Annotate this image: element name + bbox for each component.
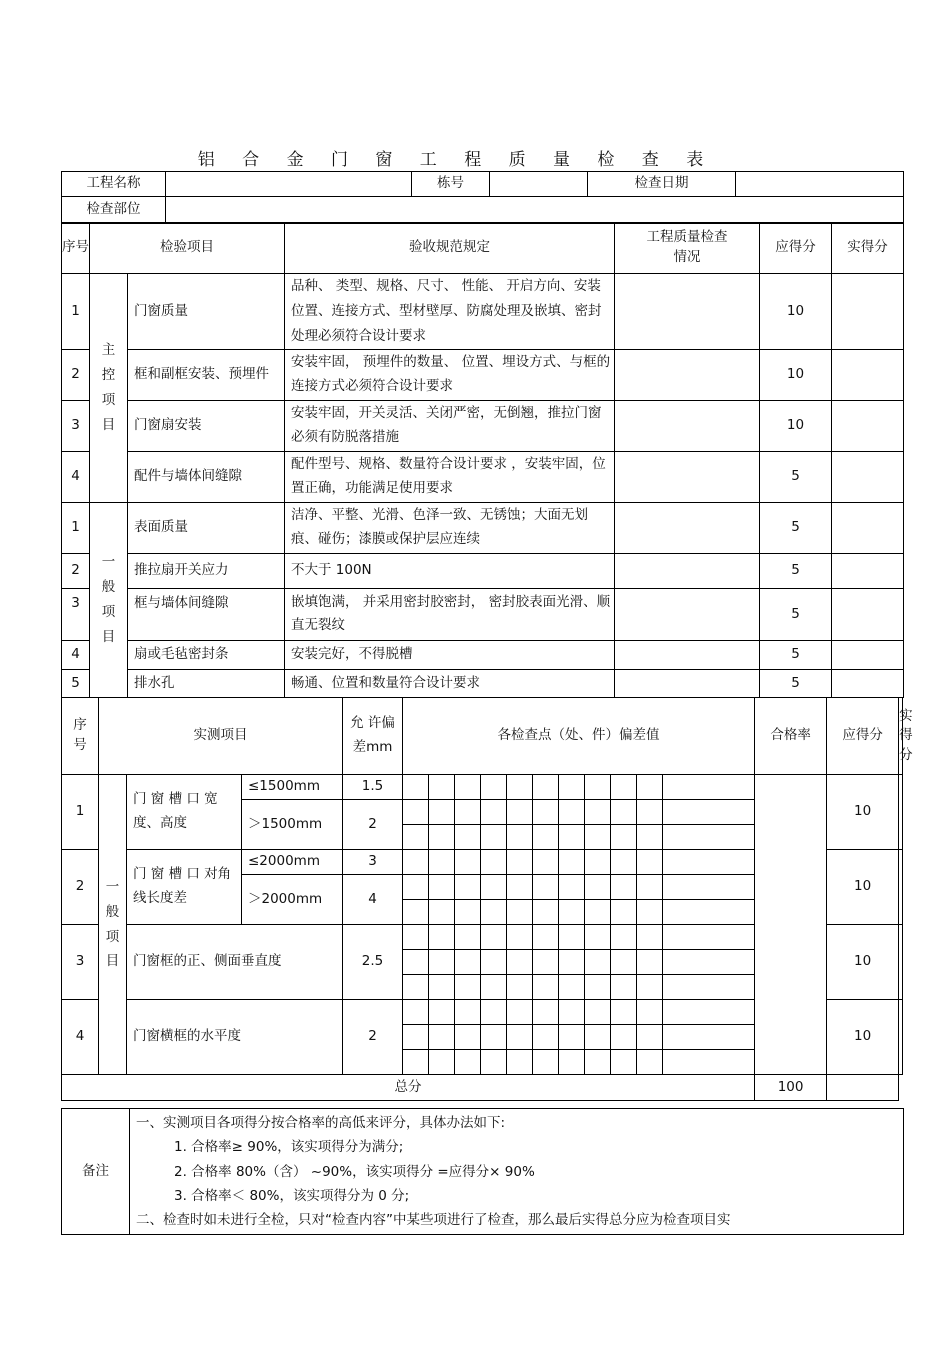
deviation-cell[interactable]	[559, 1025, 585, 1050]
check-date-label: 检查日期	[588, 172, 736, 197]
quality-cell[interactable]	[615, 451, 760, 502]
deviation-cell[interactable]	[637, 1000, 663, 1025]
deviation-cell[interactable]	[637, 1050, 663, 1075]
general-group-label	[90, 502, 128, 697]
inspection-items-table	[61, 222, 904, 698]
condition-label: ≤1500mm	[242, 775, 343, 800]
deviation-cell[interactable]	[585, 925, 611, 950]
quality-cell[interactable]	[615, 669, 760, 697]
item-name: 配件与墙体间缝隙	[128, 451, 285, 502]
spec-text: 畅通、位置和数量符合设计要求	[285, 669, 615, 697]
deviation-cell[interactable]	[507, 1000, 533, 1025]
deviation-cell[interactable]	[429, 875, 455, 900]
col-item-header: 检验项目	[90, 223, 285, 274]
actual-score-cell[interactable]	[899, 850, 903, 925]
deviation-cell[interactable]	[585, 775, 611, 800]
deviation-cell[interactable]	[507, 800, 533, 825]
actual-score-cell[interactable]	[832, 400, 904, 451]
deviation-cell[interactable]	[611, 1025, 637, 1050]
row-no: 1	[62, 274, 90, 350]
deviation-cell[interactable]	[507, 950, 533, 975]
tolerance-value: 4	[343, 875, 403, 925]
deviation-cell[interactable]	[559, 800, 585, 825]
measured-group-label	[99, 775, 127, 1075]
condition-label: ≤2000mm	[242, 850, 343, 875]
deviation-cell[interactable]	[611, 925, 637, 950]
item-name: 框和副框安装、预埋件	[128, 349, 285, 400]
total-label: 总分	[62, 1075, 755, 1101]
deviation-cell[interactable]	[637, 875, 663, 900]
deviation-cell[interactable]	[455, 925, 481, 950]
deviation-cell[interactable]	[663, 1025, 755, 1050]
deviation-cell[interactable]	[663, 1000, 755, 1025]
col-actual-header-2: 实得分	[899, 698, 903, 775]
main-group-label	[90, 274, 128, 503]
deviation-cell[interactable]	[559, 850, 585, 875]
deviation-cell[interactable]	[507, 975, 533, 1000]
due-score: 10	[760, 400, 832, 451]
deviation-cell[interactable]	[559, 900, 585, 925]
project-name-label: 工程名称	[62, 172, 166, 197]
total-row	[62, 1075, 903, 1101]
table-row	[62, 775, 903, 800]
row-no: 4	[62, 1000, 99, 1075]
deviation-cell[interactable]	[533, 1025, 559, 1050]
actual-score-cell[interactable]	[832, 451, 904, 502]
deviation-cell[interactable]	[533, 825, 559, 850]
deviation-cell[interactable]	[533, 900, 559, 925]
remarks-content	[130, 1109, 904, 1235]
deviation-cell[interactable]	[637, 925, 663, 950]
deviation-cell[interactable]	[481, 900, 507, 925]
condition-label: ＞2000mm	[242, 875, 343, 925]
deviation-cell[interactable]	[481, 975, 507, 1000]
actual-score-cell[interactable]	[832, 274, 904, 350]
header-table	[61, 171, 904, 224]
deviation-cell[interactable]	[455, 900, 481, 925]
spec-text: 品种、 类型、规格、尺寸、 性能、 开启方向、安装位置、连接方式、型材壁厚、防腐处理及嵌填、密封处理必须符合设计要求	[285, 274, 615, 350]
deviation-cell[interactable]	[585, 900, 611, 925]
item-name: 门窗框的正、侧面垂直度	[127, 925, 343, 1000]
deviation-cell[interactable]	[611, 825, 637, 850]
actual-score-cell[interactable]	[832, 502, 904, 553]
deviation-cell[interactable]	[481, 825, 507, 850]
deviation-cell[interactable]	[507, 1050, 533, 1075]
deviation-cell[interactable]	[429, 850, 455, 875]
building-no-field[interactable]	[490, 172, 588, 197]
deviation-cell[interactable]	[585, 975, 611, 1000]
deviation-cell[interactable]	[403, 875, 429, 900]
actual-score-cell[interactable]	[899, 925, 903, 1000]
item-name: 框与墙体间缝隙	[128, 588, 285, 640]
deviation-cell[interactable]	[507, 900, 533, 925]
deviation-cell[interactable]	[429, 950, 455, 975]
deviation-cell[interactable]	[455, 800, 481, 825]
deviation-cell[interactable]	[585, 825, 611, 850]
row-no: 4	[62, 640, 90, 669]
item-name: 推拉扇开关应力	[128, 553, 285, 588]
deviation-cell[interactable]	[559, 875, 585, 900]
col-due-header-2: 应得分	[827, 698, 899, 775]
table-row	[62, 588, 904, 640]
due-score: 5	[760, 553, 832, 588]
deviation-cell[interactable]	[663, 850, 755, 875]
deviation-cell[interactable]	[559, 925, 585, 950]
spec-text: 嵌填饱满， 并采用密封胶密封， 密封胶表面光滑、顺直无裂纹	[285, 588, 615, 640]
deviation-cell[interactable]	[429, 975, 455, 1000]
measured-group-text: 一般项目	[105, 878, 120, 970]
deviation-cell[interactable]	[455, 850, 481, 875]
deviation-cell[interactable]	[403, 775, 429, 800]
deviation-cell[interactable]	[533, 850, 559, 875]
deviation-cell[interactable]	[533, 1000, 559, 1025]
quality-cell[interactable]	[615, 502, 760, 553]
col-actual-header: 实得分	[832, 223, 904, 274]
deviation-cell[interactable]	[663, 800, 755, 825]
table-row	[62, 451, 904, 502]
deviation-cell[interactable]	[455, 1000, 481, 1025]
measured-items-table	[61, 697, 913, 1101]
table-row	[62, 669, 904, 697]
actual-score-cell[interactable]	[899, 1000, 903, 1075]
row-no: 3	[62, 400, 90, 451]
deviation-cell[interactable]	[533, 800, 559, 825]
check-part-field[interactable]	[166, 197, 904, 224]
row-no: 2	[62, 850, 99, 925]
item-name: 门窗横框的水平度	[127, 1000, 343, 1075]
deviation-cell[interactable]	[611, 900, 637, 925]
building-no-label: 栋号	[412, 172, 490, 197]
deviation-cell[interactable]	[455, 950, 481, 975]
deviation-cell[interactable]	[585, 950, 611, 975]
spec-text: 安装牢固， 预埋件的数量、 位置、埋设方式、与框的连接方式必须符合设计要求	[285, 349, 615, 400]
deviation-cell[interactable]	[481, 800, 507, 825]
deviation-cell[interactable]	[611, 1050, 637, 1075]
deviation-cell[interactable]	[507, 1025, 533, 1050]
spec-text: 配件型号、规格、数量符合设计要求 ，安装牢固，位置正确，功能满足使用要求	[285, 451, 615, 502]
table-row	[62, 274, 904, 350]
deviation-cell[interactable]	[611, 975, 637, 1000]
deviation-cell[interactable]	[455, 1050, 481, 1075]
deviation-cell[interactable]	[403, 1025, 429, 1050]
quality-cell[interactable]	[615, 640, 760, 669]
actual-score-cell[interactable]	[832, 349, 904, 400]
deviation-cell[interactable]	[481, 1050, 507, 1075]
deviation-cell[interactable]	[611, 1000, 637, 1025]
deviation-cell[interactable]	[403, 850, 429, 875]
deviation-cell[interactable]	[481, 850, 507, 875]
tolerance-value: 2	[343, 1000, 403, 1075]
deviation-cell[interactable]	[585, 875, 611, 900]
actual-score-cell[interactable]	[832, 588, 904, 640]
deviation-cell[interactable]	[429, 800, 455, 825]
tolerance-value: 1.5	[343, 775, 403, 800]
deviation-cell[interactable]	[663, 925, 755, 950]
deviation-cell[interactable]	[403, 1050, 429, 1075]
deviation-cell[interactable]	[455, 825, 481, 850]
deviation-cell[interactable]	[403, 950, 429, 975]
item-name: 门 窗 槽 口 对角线长度差	[127, 850, 242, 925]
row-no: 4	[62, 451, 90, 502]
col-points-header: 各检查点（处、件）偏差值	[403, 698, 755, 775]
deviation-cell[interactable]	[533, 950, 559, 975]
due-score: 10	[827, 775, 899, 850]
deviation-cell[interactable]	[663, 875, 755, 900]
table-row	[62, 640, 904, 669]
deviation-cell[interactable]	[663, 900, 755, 925]
col-rate-header: 合格率	[755, 698, 827, 775]
row-no: 1	[62, 775, 99, 850]
deviation-cell[interactable]	[611, 875, 637, 900]
deviation-cell[interactable]	[403, 900, 429, 925]
due-score: 10	[827, 925, 899, 1000]
general-group-text: 一般项目	[101, 553, 116, 645]
deviation-cell[interactable]	[585, 1000, 611, 1025]
remark-line: 2. 合格率 80%（含） ~90%，该实项得分 =应得分× 90%	[174, 1163, 535, 1180]
deviation-cell[interactable]	[481, 875, 507, 900]
row-no: 2	[62, 553, 90, 588]
remark-line: 二、检查时如未进行全检，只对“检查内容”中某些项进行了检查，那么最后实得总分应为检查项目实	[136, 1212, 731, 1229]
deviation-cell[interactable]	[637, 950, 663, 975]
deviation-cell[interactable]	[533, 875, 559, 900]
tolerance-value: 3	[343, 850, 403, 875]
deviation-cell[interactable]	[533, 925, 559, 950]
deviation-cell[interactable]	[455, 775, 481, 800]
deviation-cell[interactable]	[611, 850, 637, 875]
deviation-cell[interactable]	[481, 950, 507, 975]
table-row	[62, 349, 904, 400]
deviation-cell[interactable]	[663, 825, 755, 850]
deviation-cell[interactable]	[559, 950, 585, 975]
row-no: 3	[62, 588, 90, 640]
deviation-cell[interactable]	[637, 900, 663, 925]
deviation-cell[interactable]	[507, 825, 533, 850]
form-title: 铝 合 金 门 窗 工 程 质 量 检 查 表	[197, 150, 715, 170]
due-score: 5	[760, 669, 832, 697]
deviation-cell[interactable]	[611, 775, 637, 800]
quality-cell[interactable]	[615, 274, 760, 350]
deviation-cell[interactable]	[533, 1050, 559, 1075]
actual-score-cell[interactable]	[832, 553, 904, 588]
row-no: 2	[62, 349, 90, 400]
deviation-cell[interactable]	[637, 800, 663, 825]
quality-cell[interactable]	[615, 349, 760, 400]
quality-cell[interactable]	[615, 553, 760, 588]
remark-line: 一、实测项目各项得分按合格率的高低来评分，具体办法如下:	[136, 1115, 506, 1131]
due-score: 5	[760, 502, 832, 553]
deviation-cell[interactable]	[481, 775, 507, 800]
deviation-cell[interactable]	[481, 1000, 507, 1025]
deviation-cell[interactable]	[403, 1000, 429, 1025]
spec-text: 安装完好，不得脱槽	[285, 640, 615, 669]
deviation-cell[interactable]	[559, 975, 585, 1000]
deviation-cell[interactable]	[403, 825, 429, 850]
deviation-cell[interactable]	[663, 950, 755, 975]
spec-text: 洁净、平整、光滑、色泽一致、无锈蚀；大面无划痕、碰伤；漆膜或保护层应连续	[285, 502, 615, 553]
remarks-table	[61, 1108, 904, 1235]
check-date-field[interactable]	[736, 172, 904, 197]
due-score: 5	[760, 588, 832, 640]
deviation-cell[interactable]	[429, 925, 455, 950]
deviation-cell[interactable]	[403, 925, 429, 950]
due-score: 10	[827, 1000, 899, 1075]
deviation-cell[interactable]	[559, 1000, 585, 1025]
tolerance-value: 2.5	[343, 925, 403, 1000]
deviation-cell[interactable]	[481, 1025, 507, 1050]
spec-text: 安装牢固，开关灵活、关闭严密，无倒翘，推拉门窗必须有防脱落措施	[285, 400, 615, 451]
table-row	[62, 400, 904, 451]
deviation-cell[interactable]	[455, 975, 481, 1000]
tolerance-value: 2	[343, 800, 403, 850]
col-quality-header: 工程质量检查情况	[615, 223, 760, 274]
item-name: 门 窗 槽 口 宽度、高度	[127, 775, 242, 850]
remarks-label: 备注	[62, 1109, 130, 1235]
table-row	[62, 502, 904, 553]
deviation-cell[interactable]	[585, 1050, 611, 1075]
due-score: 5	[760, 451, 832, 502]
actual-score-cell[interactable]	[832, 669, 904, 697]
deviation-cell[interactable]	[585, 1025, 611, 1050]
deviation-cell[interactable]	[507, 775, 533, 800]
deviation-cell[interactable]	[507, 925, 533, 950]
pass-rate-cell[interactable]	[755, 775, 827, 1075]
row-no: 3	[62, 925, 99, 1000]
deviation-cell[interactable]	[533, 775, 559, 800]
deviation-cell[interactable]	[507, 850, 533, 875]
item-name: 扇或毛毡密封条	[128, 640, 285, 669]
item-name: 排水孔	[128, 669, 285, 697]
deviation-cell[interactable]	[429, 775, 455, 800]
total-actual-cell[interactable]	[827, 1075, 899, 1101]
deviation-cell[interactable]	[559, 825, 585, 850]
deviation-cell[interactable]	[403, 975, 429, 1000]
deviation-cell[interactable]	[637, 1025, 663, 1050]
deviation-cell[interactable]	[429, 1000, 455, 1025]
col-seq-header: 序号	[62, 223, 90, 274]
deviation-cell[interactable]	[429, 1025, 455, 1050]
col-measured-item-header: 实测项目	[99, 698, 343, 775]
col-due-header: 应得分	[760, 223, 832, 274]
quality-cell[interactable]	[615, 400, 760, 451]
item-name: 表面质量	[128, 502, 285, 553]
due-score: 10	[827, 850, 899, 925]
deviation-cell[interactable]	[637, 775, 663, 800]
deviation-cell[interactable]	[429, 900, 455, 925]
deviation-cell[interactable]	[507, 875, 533, 900]
deviation-cell[interactable]	[455, 1025, 481, 1050]
deviation-cell[interactable]	[637, 850, 663, 875]
col-tolerance-header: 允 许偏 差mm	[343, 698, 403, 775]
deviation-cell[interactable]	[611, 950, 637, 975]
check-part-label: 检查部位	[62, 197, 166, 224]
condition-label: ＞1500mm	[242, 800, 343, 850]
item-name: 门窗质量	[128, 274, 285, 350]
col-seq-header-2: 序号	[62, 698, 99, 775]
deviation-cell[interactable]	[663, 1050, 755, 1075]
due-score: 10	[760, 349, 832, 400]
total-score: 100	[755, 1075, 827, 1101]
deviation-cell[interactable]	[429, 1050, 455, 1075]
remark-line: 1. 合格率≥ 90%，该实项得分为满分;	[174, 1139, 404, 1156]
deviation-cell[interactable]	[611, 800, 637, 825]
row-no: 5	[62, 669, 90, 697]
deviation-cell[interactable]	[637, 975, 663, 1000]
deviation-cell[interactable]	[585, 800, 611, 825]
deviation-cell[interactable]	[429, 825, 455, 850]
item-name: 门窗扇安装	[128, 400, 285, 451]
table-row	[62, 553, 904, 588]
main-group-text: 主控项目	[101, 342, 116, 433]
actual-score-cell[interactable]	[899, 775, 903, 850]
due-score: 10	[760, 274, 832, 350]
deviation-cell[interactable]	[637, 825, 663, 850]
row-no: 1	[62, 502, 90, 553]
deviation-cell[interactable]	[559, 775, 585, 800]
deviation-cell[interactable]	[403, 800, 429, 825]
deviation-cell[interactable]	[533, 975, 559, 1000]
deviation-cell[interactable]	[585, 850, 611, 875]
due-score: 5	[760, 640, 832, 669]
spec-text: 不大于 100N	[285, 553, 615, 588]
deviation-cell[interactable]	[663, 775, 755, 800]
quality-cell[interactable]	[615, 588, 760, 640]
deviation-cell[interactable]	[559, 1050, 585, 1075]
col-spec-header: 验收规范规定	[285, 223, 615, 274]
remark-line: 3. 合格率＜ 80%，该实项得分为 0 分;	[174, 1187, 410, 1204]
project-name-field[interactable]	[166, 172, 412, 197]
deviation-cell[interactable]	[481, 925, 507, 950]
actual-score-cell[interactable]	[832, 640, 904, 669]
deviation-cell[interactable]	[663, 975, 755, 1000]
deviation-cell[interactable]	[455, 875, 481, 900]
